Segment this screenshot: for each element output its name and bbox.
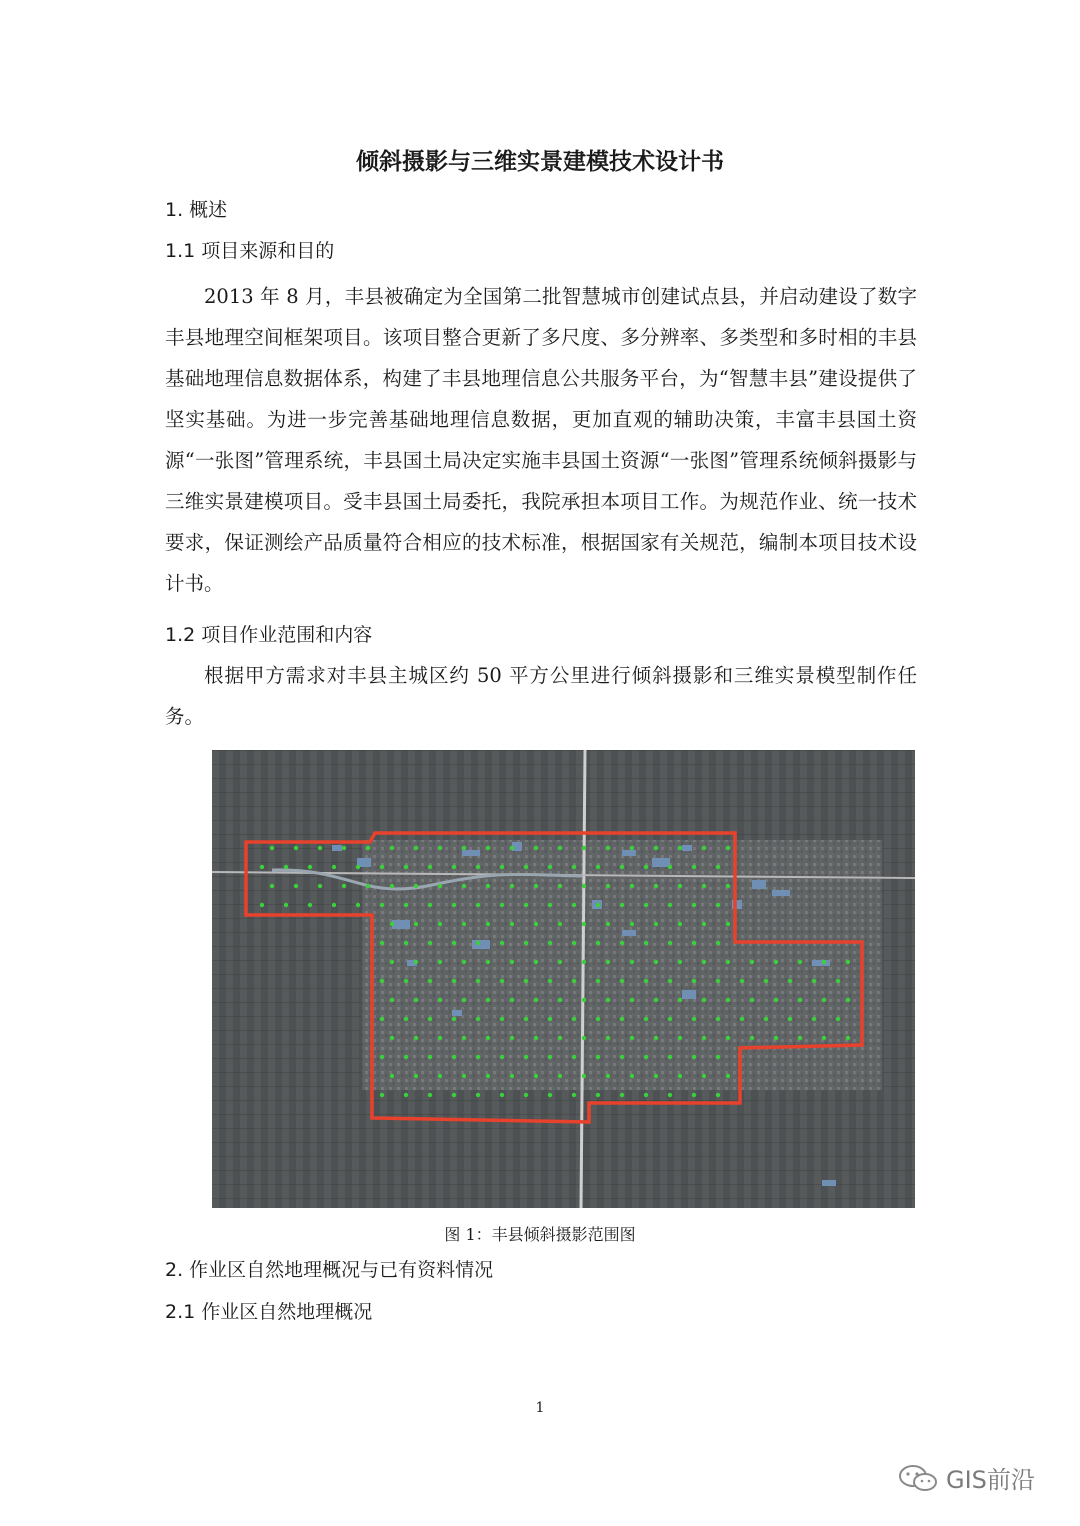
flight-point-marker	[294, 884, 298, 888]
flight-point-marker	[380, 1093, 384, 1097]
flight-point-marker	[620, 903, 624, 907]
flight-point-marker	[390, 884, 394, 888]
flight-point-marker	[404, 865, 408, 869]
blue-roof	[472, 940, 490, 949]
flight-point-marker	[558, 1036, 562, 1040]
flight-point-marker	[284, 903, 288, 907]
flight-point-marker	[534, 998, 538, 1002]
flight-point-marker	[500, 903, 504, 907]
flight-point-marker	[500, 979, 504, 983]
flight-point-marker	[572, 979, 576, 983]
flight-point-marker	[596, 865, 600, 869]
flight-point-marker	[308, 903, 312, 907]
flight-point-marker	[630, 1036, 634, 1040]
flight-point-marker	[524, 1055, 528, 1059]
flight-point-marker	[380, 865, 384, 869]
flight-point-marker	[462, 960, 466, 964]
flight-point-marker	[620, 1055, 624, 1059]
flight-point-marker	[726, 960, 730, 964]
flight-point-marker	[356, 903, 360, 907]
flight-point-marker	[654, 1036, 658, 1040]
flight-point-marker	[668, 1093, 672, 1097]
flight-point-marker	[428, 941, 432, 945]
flight-point-marker	[692, 1093, 696, 1097]
flight-point-marker	[812, 1017, 816, 1021]
flight-point-marker	[678, 922, 682, 926]
flight-point-marker	[486, 960, 490, 964]
flight-point-marker	[318, 846, 322, 850]
flight-point-marker	[582, 846, 586, 850]
flight-point-marker	[404, 1093, 408, 1097]
flight-point-marker	[668, 865, 672, 869]
flight-point-marker	[438, 1036, 442, 1040]
flight-point-marker	[510, 1036, 514, 1040]
flight-point-marker	[644, 1055, 648, 1059]
flight-point-marker	[630, 884, 634, 888]
flight-point-marker	[548, 865, 552, 869]
flight-point-marker	[654, 884, 658, 888]
flight-point-marker	[476, 865, 480, 869]
blue-roof	[332, 845, 342, 851]
flight-point-marker	[582, 1074, 586, 1078]
flight-point-marker	[582, 998, 586, 1002]
flight-point-marker	[486, 1036, 490, 1040]
section-heading-2-1: 2.1 作业区自然地理概况	[165, 1301, 373, 1323]
blue-roof	[392, 920, 410, 929]
flight-point-marker	[318, 884, 322, 888]
flight-point-marker	[716, 1093, 720, 1097]
flight-point-marker	[428, 865, 432, 869]
flight-point-marker	[380, 903, 384, 907]
flight-point-marker	[500, 1093, 504, 1097]
flight-point-marker	[822, 998, 826, 1002]
flight-point-marker	[428, 1093, 432, 1097]
flight-point-marker	[534, 1036, 538, 1040]
flight-point-marker	[462, 922, 466, 926]
flight-point-marker	[510, 960, 514, 964]
flight-point-marker	[702, 884, 706, 888]
blue-roof	[622, 930, 636, 936]
flight-point-marker	[692, 1017, 696, 1021]
flight-point-marker	[500, 865, 504, 869]
flight-point-marker	[716, 865, 720, 869]
flight-point-marker	[750, 1036, 754, 1040]
flight-point-marker	[572, 1093, 576, 1097]
flight-point-marker	[716, 1017, 720, 1021]
flight-point-marker	[476, 1017, 480, 1021]
flight-point-marker	[798, 960, 802, 964]
flight-point-marker	[846, 1036, 850, 1040]
flight-point-marker	[284, 865, 288, 869]
flight-point-marker	[510, 998, 514, 1002]
flight-point-marker	[678, 1074, 682, 1078]
flight-point-marker	[524, 903, 528, 907]
flight-point-marker	[726, 998, 730, 1002]
flight-point-marker	[510, 884, 514, 888]
flight-point-marker	[390, 1074, 394, 1078]
flight-point-marker	[366, 846, 370, 850]
flight-point-marker	[654, 960, 658, 964]
flight-point-marker	[716, 903, 720, 907]
flight-point-marker	[702, 922, 706, 926]
flight-point-marker	[750, 998, 754, 1002]
survey-area-map	[212, 750, 915, 1208]
flight-point-marker	[366, 884, 370, 888]
flight-point-marker	[476, 903, 480, 907]
flight-point-marker	[524, 979, 528, 983]
flight-point-marker	[390, 846, 394, 850]
flight-point-marker	[596, 1017, 600, 1021]
flight-point-marker	[692, 941, 696, 945]
flight-point-marker	[836, 979, 840, 983]
flight-point-marker	[548, 903, 552, 907]
flight-point-marker	[476, 1093, 480, 1097]
flight-point-marker	[644, 1017, 648, 1021]
flight-point-marker	[702, 1074, 706, 1078]
flight-point-marker	[510, 1074, 514, 1078]
flight-point-marker	[438, 960, 442, 964]
page-number: 1	[535, 1400, 545, 1416]
flight-point-marker	[678, 998, 682, 1002]
flight-point-marker	[572, 903, 576, 907]
section-heading-2: 2. 作业区自然地理概况与已有资料情况	[165, 1259, 494, 1281]
flight-point-marker	[462, 884, 466, 888]
flight-point-marker	[524, 941, 528, 945]
flight-point-marker	[836, 1017, 840, 1021]
flight-point-marker	[596, 1093, 600, 1097]
flight-point-marker	[462, 998, 466, 1002]
flight-point-marker	[606, 884, 610, 888]
flight-point-marker	[342, 846, 346, 850]
flight-point-marker	[404, 903, 408, 907]
flight-point-marker	[692, 979, 696, 983]
flight-point-marker	[380, 1055, 384, 1059]
flight-point-marker	[822, 1036, 826, 1040]
flight-point-marker	[428, 1017, 432, 1021]
flight-point-marker	[390, 922, 394, 926]
flight-point-marker	[486, 922, 490, 926]
flight-point-marker	[332, 903, 336, 907]
flight-point-marker	[548, 1017, 552, 1021]
flight-point-marker	[644, 903, 648, 907]
flight-point-marker	[510, 922, 514, 926]
flight-point-marker	[620, 1017, 624, 1021]
flight-point-marker	[726, 884, 730, 888]
watermark-text: GIS前沿	[946, 1466, 1035, 1494]
flight-point-marker	[452, 1093, 456, 1097]
flight-point-marker	[428, 1055, 432, 1059]
flight-point-marker	[654, 1074, 658, 1078]
flight-point-marker	[414, 1074, 418, 1078]
flight-point-marker	[558, 1074, 562, 1078]
flight-point-marker	[438, 1074, 442, 1078]
flight-point-marker	[438, 884, 442, 888]
flight-point-marker	[668, 1017, 672, 1021]
flight-point-marker	[308, 865, 312, 869]
flight-point-marker	[452, 1055, 456, 1059]
flight-point-marker	[620, 1093, 624, 1097]
flight-point-marker	[548, 941, 552, 945]
flight-point-marker	[548, 1093, 552, 1097]
flight-point-marker	[812, 979, 816, 983]
flight-point-marker	[260, 903, 264, 907]
flight-point-marker	[726, 1074, 730, 1078]
flight-point-marker	[740, 979, 744, 983]
flight-point-marker	[534, 922, 538, 926]
flight-point-marker	[404, 1055, 408, 1059]
flight-point-marker	[534, 884, 538, 888]
flight-point-marker	[846, 998, 850, 1002]
flight-point-marker	[270, 884, 274, 888]
flight-point-marker	[726, 846, 730, 850]
flight-point-marker	[558, 922, 562, 926]
flight-point-marker	[798, 998, 802, 1002]
flight-point-marker	[548, 1055, 552, 1059]
flight-point-marker	[716, 941, 720, 945]
flight-point-marker	[572, 1055, 576, 1059]
flight-point-marker	[452, 903, 456, 907]
flight-point-marker	[414, 846, 418, 850]
flight-point-marker	[572, 941, 576, 945]
flight-point-marker	[404, 979, 408, 983]
flight-point-marker	[414, 998, 418, 1002]
flight-point-marker	[606, 846, 610, 850]
flight-point-marker	[342, 884, 346, 888]
flight-point-marker	[668, 1055, 672, 1059]
flight-point-marker	[582, 884, 586, 888]
flight-point-marker	[524, 1017, 528, 1021]
section-heading-1-2: 1.2 项目作业范围和内容	[165, 624, 373, 646]
flight-point-marker	[558, 846, 562, 850]
flight-point-marker	[486, 884, 490, 888]
flight-point-marker	[846, 960, 850, 964]
flight-point-marker	[692, 1055, 696, 1059]
flight-point-marker	[452, 865, 456, 869]
flight-point-marker	[620, 865, 624, 869]
flight-point-marker	[822, 960, 826, 964]
flight-point-marker	[452, 941, 456, 945]
flight-point-marker	[404, 941, 408, 945]
flight-point-marker	[486, 1074, 490, 1078]
section-heading-1: 1. 概述	[165, 199, 228, 221]
flight-point-marker	[558, 998, 562, 1002]
flight-point-marker	[702, 846, 706, 850]
flight-point-marker	[726, 922, 730, 926]
flight-point-marker	[630, 960, 634, 964]
flight-point-marker	[572, 865, 576, 869]
flight-point-marker	[486, 998, 490, 1002]
flight-point-marker	[428, 979, 432, 983]
flight-point-marker	[414, 960, 418, 964]
flight-point-marker	[644, 1093, 648, 1097]
flight-point-marker	[630, 1074, 634, 1078]
flight-point-marker	[740, 1017, 744, 1021]
flight-point-marker	[788, 979, 792, 983]
flight-point-marker	[596, 979, 600, 983]
flight-point-marker	[644, 979, 648, 983]
flight-point-marker	[260, 865, 264, 869]
flight-point-marker	[606, 960, 610, 964]
blue-roof	[452, 1010, 462, 1016]
flight-point-marker	[716, 979, 720, 983]
flight-point-marker	[476, 979, 480, 983]
flight-point-marker	[452, 979, 456, 983]
flight-point-marker	[644, 941, 648, 945]
flight-point-marker	[606, 1036, 610, 1040]
flight-point-marker	[462, 1074, 466, 1078]
blue-roof	[622, 850, 636, 856]
flight-point-marker	[620, 941, 624, 945]
flight-point-marker	[534, 960, 538, 964]
flight-point-marker	[414, 1036, 418, 1040]
flight-point-marker	[390, 960, 394, 964]
figure-caption: 图 1：丰县倾斜摄影范围图	[444, 1225, 636, 1244]
flight-point-marker	[548, 979, 552, 983]
flight-point-marker	[606, 998, 610, 1002]
flight-point-marker	[654, 922, 658, 926]
flight-point-marker	[486, 846, 490, 850]
flight-point-marker	[438, 998, 442, 1002]
flight-point-marker	[654, 846, 658, 850]
flight-point-marker	[476, 1055, 480, 1059]
flight-point-marker	[404, 1017, 408, 1021]
watermark	[898, 1460, 1035, 1495]
flight-point-marker	[476, 941, 480, 945]
flight-point-marker	[630, 922, 634, 926]
flight-point-marker	[596, 903, 600, 907]
flight-point-marker	[500, 941, 504, 945]
flight-point-marker	[630, 846, 634, 850]
satellite-map-figure	[212, 750, 915, 1208]
flight-point-marker	[524, 1093, 528, 1097]
flight-point-marker	[702, 960, 706, 964]
flight-point-marker	[390, 1036, 394, 1040]
flight-point-marker	[558, 960, 562, 964]
paragraph-project-origin: 2013 年 8 月，丰县被确定为全国第二批智慧城市创建试点县，并启动建设了数字丰县地理空间框架项目。该项目整合更新了多尺度、多分辨率、多类型和多时相的丰县基础地理信息数据体系，构建了丰县地理信息公共服务平台，为“智慧丰县”建设提供了坚实基础。为进一步完善基础地理信息数据，更加直观的辅助决策，丰富丰县国土资源“一张图”管理系统，丰县国土局决定实施丰县国土资源“一张图”管理系统倾斜摄影与三维实景建模项目。受丰县国土局委托，我院承担本项目工作。为规范作业、统一技术要求，保证测绘产品质量符合相应的技术标准，根据国家有关规范，编制本项目技术设计书。	[165, 285, 917, 595]
flight-point-marker	[270, 846, 274, 850]
flight-point-marker	[534, 846, 538, 850]
flight-point-marker	[798, 1036, 802, 1040]
flight-point-marker	[390, 998, 394, 1002]
flight-point-marker	[726, 1036, 730, 1040]
paragraph-project-scope: 根据甲方需求对丰县主城区约 50 平方公里进行倾斜摄影和三维实景模型制作任务。	[165, 664, 917, 728]
flight-point-marker	[606, 1074, 610, 1078]
flight-point-marker	[462, 1036, 466, 1040]
blue-roof	[652, 858, 670, 867]
flight-point-marker	[500, 1055, 504, 1059]
flight-point-marker	[774, 1036, 778, 1040]
flight-point-marker	[582, 1036, 586, 1040]
flight-point-marker	[332, 865, 336, 869]
flight-point-marker	[630, 998, 634, 1002]
flight-point-marker	[414, 922, 418, 926]
flight-point-marker	[692, 865, 696, 869]
flight-point-marker	[774, 960, 778, 964]
flight-point-marker	[596, 941, 600, 945]
flight-point-marker	[678, 884, 682, 888]
blue-roof	[812, 960, 830, 966]
wechat-icon	[898, 1463, 938, 1493]
flight-point-marker	[428, 903, 432, 907]
flight-point-marker	[606, 922, 610, 926]
flight-point-marker	[644, 865, 648, 869]
flight-point-marker	[510, 846, 514, 850]
blue-roof	[682, 990, 696, 999]
flight-point-marker	[452, 1017, 456, 1021]
flight-point-marker	[692, 903, 696, 907]
flight-point-marker	[716, 1055, 720, 1059]
flight-point-marker	[702, 1036, 706, 1040]
flight-point-marker	[620, 979, 624, 983]
flight-point-marker	[380, 1017, 384, 1021]
section-heading-1-1: 1.1 项目来源和目的	[165, 240, 335, 262]
flight-point-marker	[678, 1036, 682, 1040]
flight-point-marker	[750, 960, 754, 964]
flight-point-marker	[438, 846, 442, 850]
flight-point-marker	[668, 903, 672, 907]
flight-point-marker	[764, 1017, 768, 1021]
blue-roof	[682, 845, 692, 851]
flight-point-marker	[654, 998, 658, 1002]
flight-point-marker	[764, 979, 768, 983]
flight-point-marker	[356, 865, 360, 869]
flight-point-marker	[702, 998, 706, 1002]
flight-point-marker	[582, 960, 586, 964]
flight-point-marker	[462, 846, 466, 850]
flight-point-marker	[572, 1017, 576, 1021]
blue-roof	[752, 880, 766, 889]
flight-point-marker	[500, 1017, 504, 1021]
flight-point-marker	[558, 884, 562, 888]
flight-point-marker	[668, 941, 672, 945]
flight-point-marker	[788, 1017, 792, 1021]
flight-point-marker	[294, 846, 298, 850]
blue-roof	[772, 890, 790, 896]
flight-point-marker	[380, 979, 384, 983]
flight-point-marker	[774, 998, 778, 1002]
flight-point-marker	[678, 846, 682, 850]
flight-point-marker	[380, 941, 384, 945]
flight-point-marker	[596, 1055, 600, 1059]
flight-point-marker	[534, 1074, 538, 1078]
flight-point-marker	[678, 960, 682, 964]
flight-point-marker	[524, 865, 528, 869]
flight-point-marker	[668, 979, 672, 983]
flight-point-marker	[414, 884, 418, 888]
document-title: 倾斜摄影与三维实景建模技术设计书	[356, 149, 724, 175]
flight-point-marker	[438, 922, 442, 926]
blue-roof	[462, 850, 480, 856]
flight-point-marker	[582, 922, 586, 926]
blue-roof	[822, 1180, 836, 1186]
